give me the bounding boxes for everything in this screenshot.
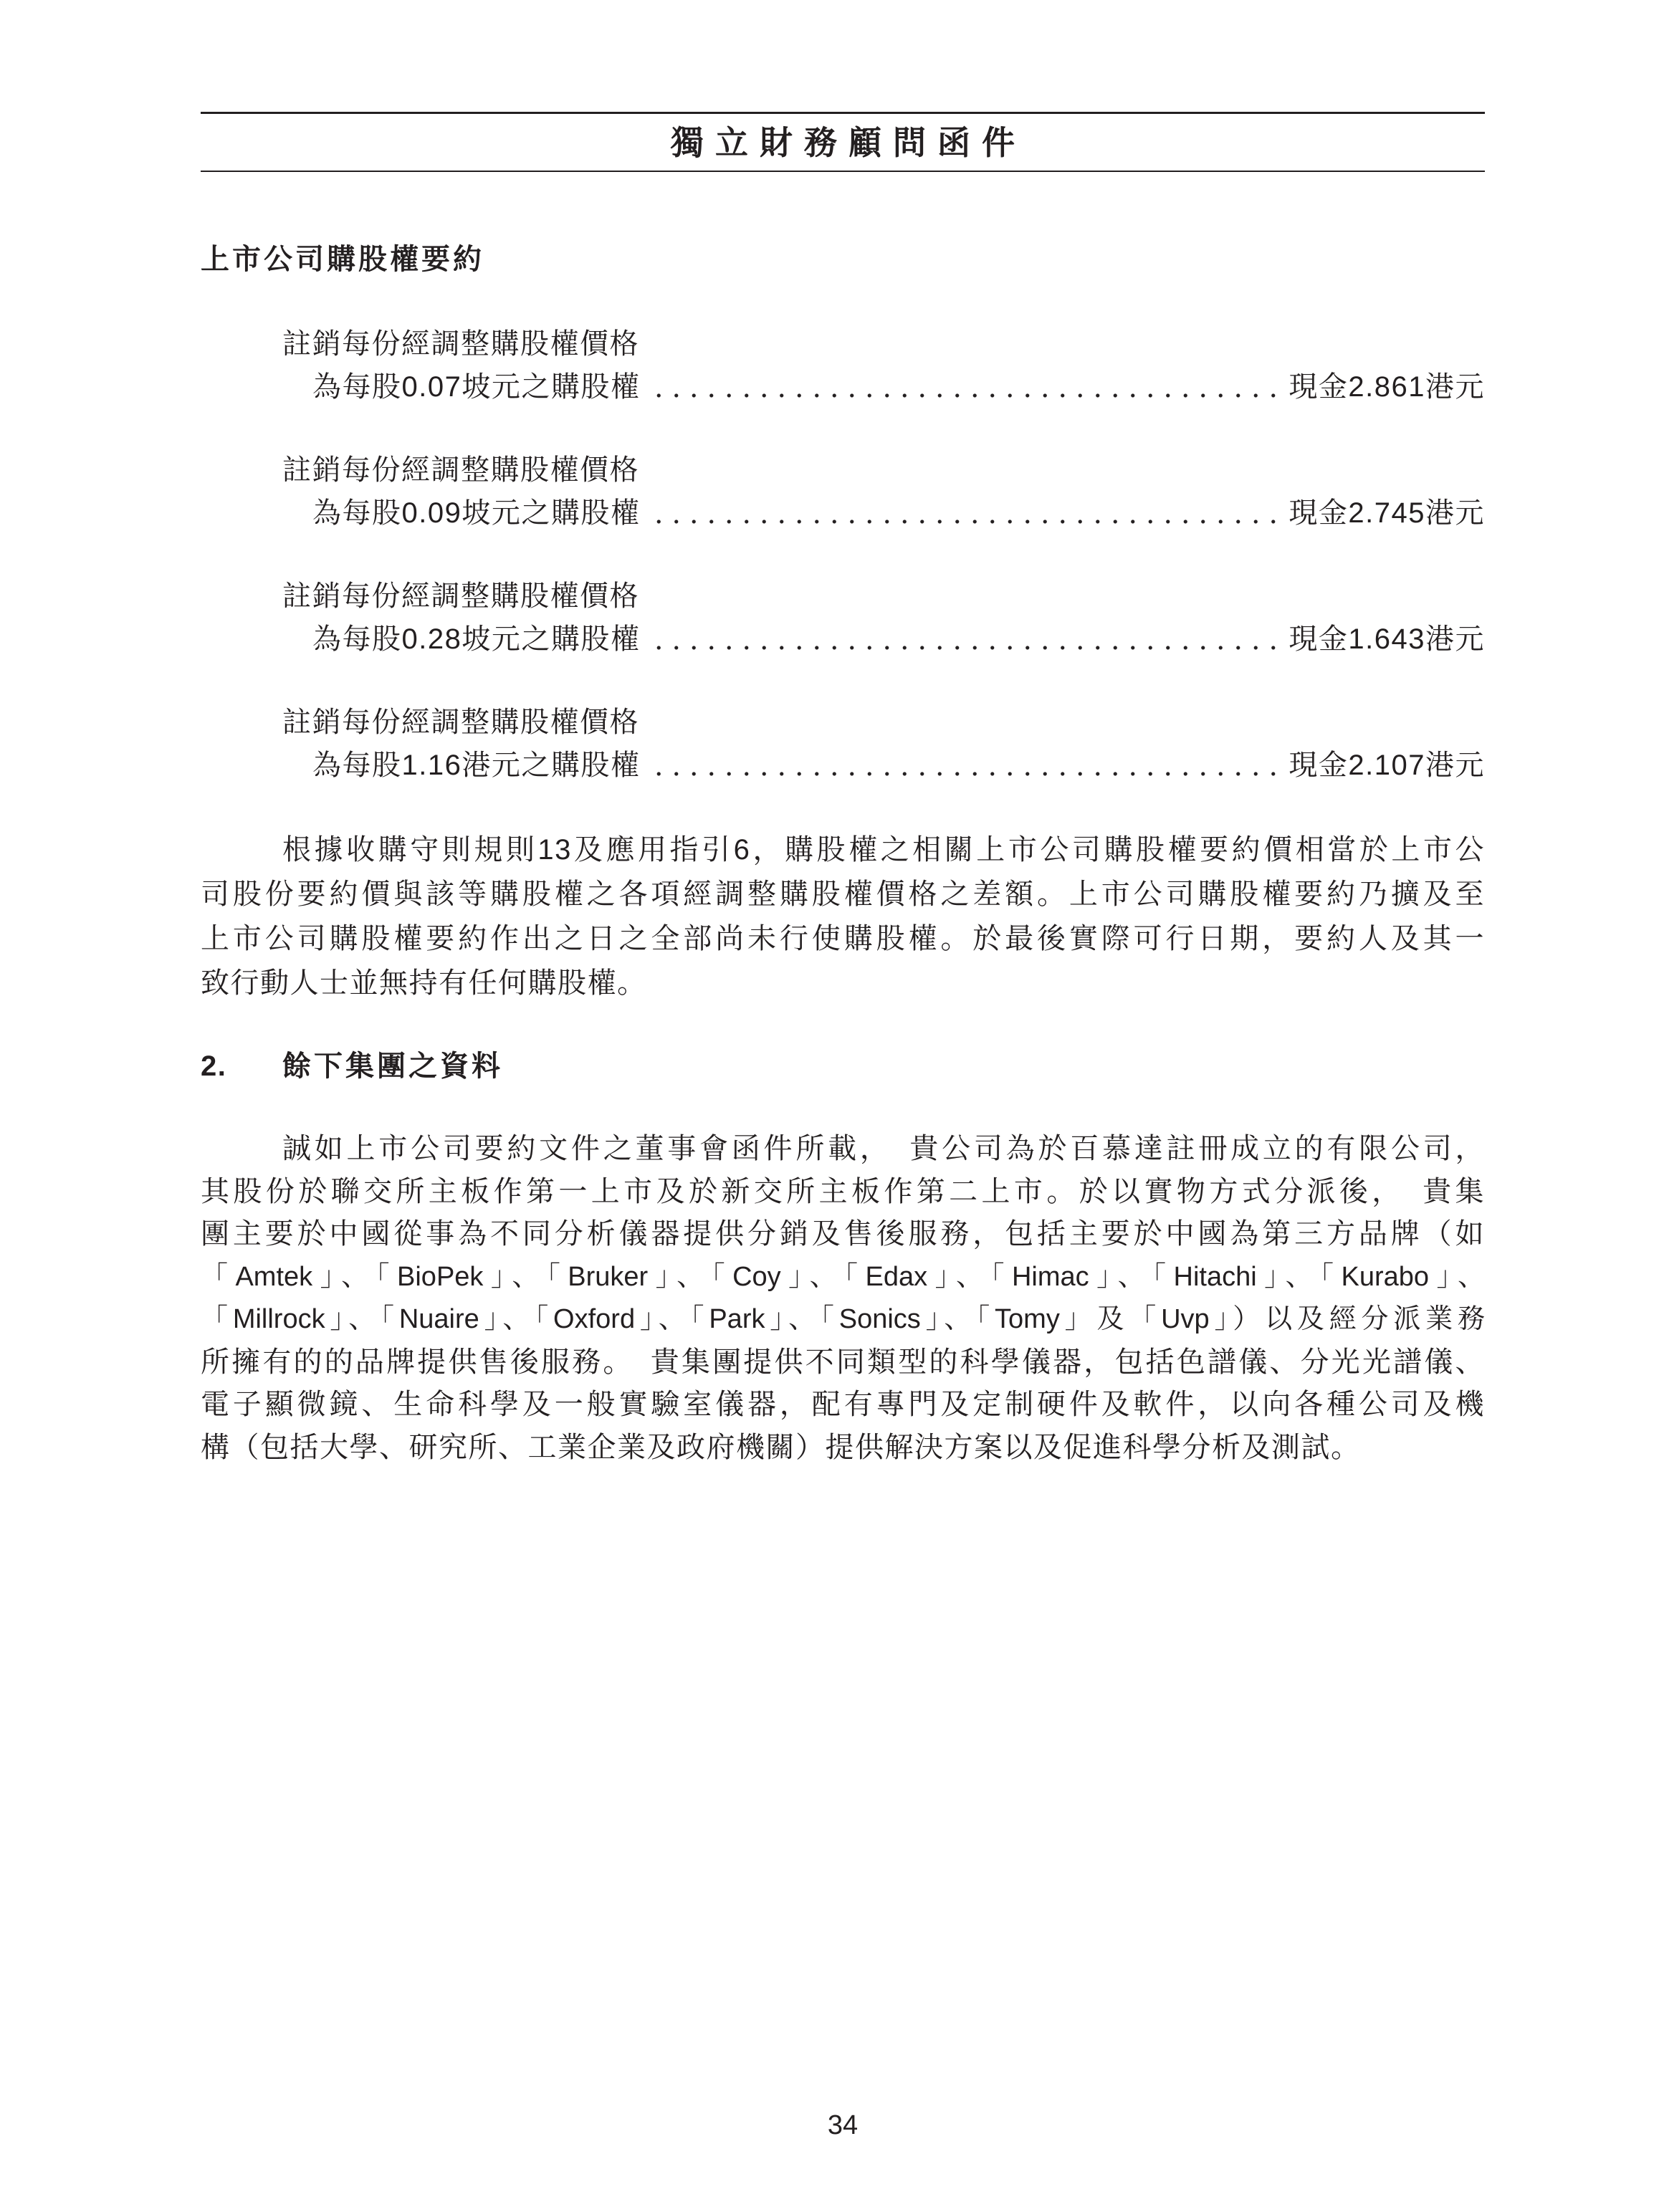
price-item-description: 註銷每份經調整購股權價格 [282,707,639,738]
paragraph-line: 團主要於中國從事為不同分析儀器提供分銷及售後服務，包括主要於中國為第三方品牌（如 [201,1218,1485,1250]
price-item-value: 現金2.745港元 [1289,497,1485,529]
dot-leader [647,618,1284,661]
paragraph-line: 根據收購守則規則13及應用指引6，購股權之相關上市公司購股權要約價相當於上市公 [282,834,1485,866]
paragraph-option-offer [201,828,1485,1005]
paragraph-line: 電子顯微鏡、生命科學及一般實驗室儀器，配有專門及定制硬件及軟件，以向各種公司及機 [201,1389,1485,1420]
price-item-value: 現金2.861港元 [1289,371,1485,403]
price-item-description: 註銷每份經調整購股權價格 [282,328,639,360]
section-number: 2. [201,1050,227,1082]
price-item [282,322,1485,408]
paragraph-line: 所擁有的的品牌提供售後服務。 貴集團提供不同類型的科學儀器，包括色譜儀、分光光譜儀、 [201,1346,1485,1378]
paragraph-line: 誠如上市公司要約文件之董事會函件所載， 貴公司為於百慕達註冊成立的有限公司， [282,1133,1485,1164]
paragraph-line: 構（包括大學、研究所、工業企業及政府機關）提供解決方案以及促進科學分析及測試。 [201,1431,1361,1463]
section-title: 上市公司購股權要約 [201,244,484,275]
price-item-value: 現金1.643港元 [1289,623,1485,655]
paragraph-line: 司股份要約價與該等購股權之各項經調整購股權價格之差額。上市公司購股權要約乃擴及至 [201,878,1485,910]
dot-leader [647,365,1284,408]
paragraph-line: 「Millrock」、「Nuaire」、「Oxford」、「Park」、「Sonics」、「Tomy」及「Uvp」）以及經分派業務 [201,1304,1485,1334]
paragraph-line: 上市公司購股權要約作出之日之全部尚未行使購股權。於最後實際可行日期，要約人及其一 [201,923,1485,954]
price-item [282,575,1485,661]
price-item-description: 註銷每份經調整購股權價格 [282,454,639,486]
header-title: 獨立財務顧問函件 [671,123,1026,161]
running-header [201,112,1485,172]
price-item [282,449,1485,535]
main-content [201,238,1485,1469]
price-item-label: 為每股0.28坡元之購股權 [312,623,641,655]
section-heading-title: 餘下集團之資料 [282,1050,503,1082]
price-item [282,701,1485,787]
dot-leader [647,744,1284,787]
price-item-row [312,744,1485,787]
price-item-row [312,365,1485,408]
cancellation-price-list [201,322,1485,787]
price-item-row [312,618,1485,661]
price-item-label: 為每股0.07坡元之購股權 [312,371,641,403]
price-item-value: 現金2.107港元 [1289,750,1485,781]
page-number: 34 [827,2110,859,2140]
paragraph-line: 致行動人士並無持有任何購股權。 [201,967,647,999]
price-item-description: 註銷每份經調整購股權價格 [282,580,639,612]
paragraph-remaining-group [201,1128,1485,1469]
paragraph-line: 其股份於聯交所主板作第一上市及於新交所主板作第二上市。於以實物方式分派後， 貴集 [201,1175,1485,1207]
paragraph-line: 「Amtek」、「BioPek」、「Bruker」、「Coy」、「Edax」、「Himac」、「Hitachi」、「Kurabo」、 [201,1261,1485,1292]
price-item-label: 為每股0.09坡元之購股權 [312,497,641,529]
price-item-label: 為每股1.16港元之購股權 [312,750,641,781]
dot-leader [647,492,1284,535]
price-item-row [312,492,1485,535]
section-heading [201,1045,1485,1088]
